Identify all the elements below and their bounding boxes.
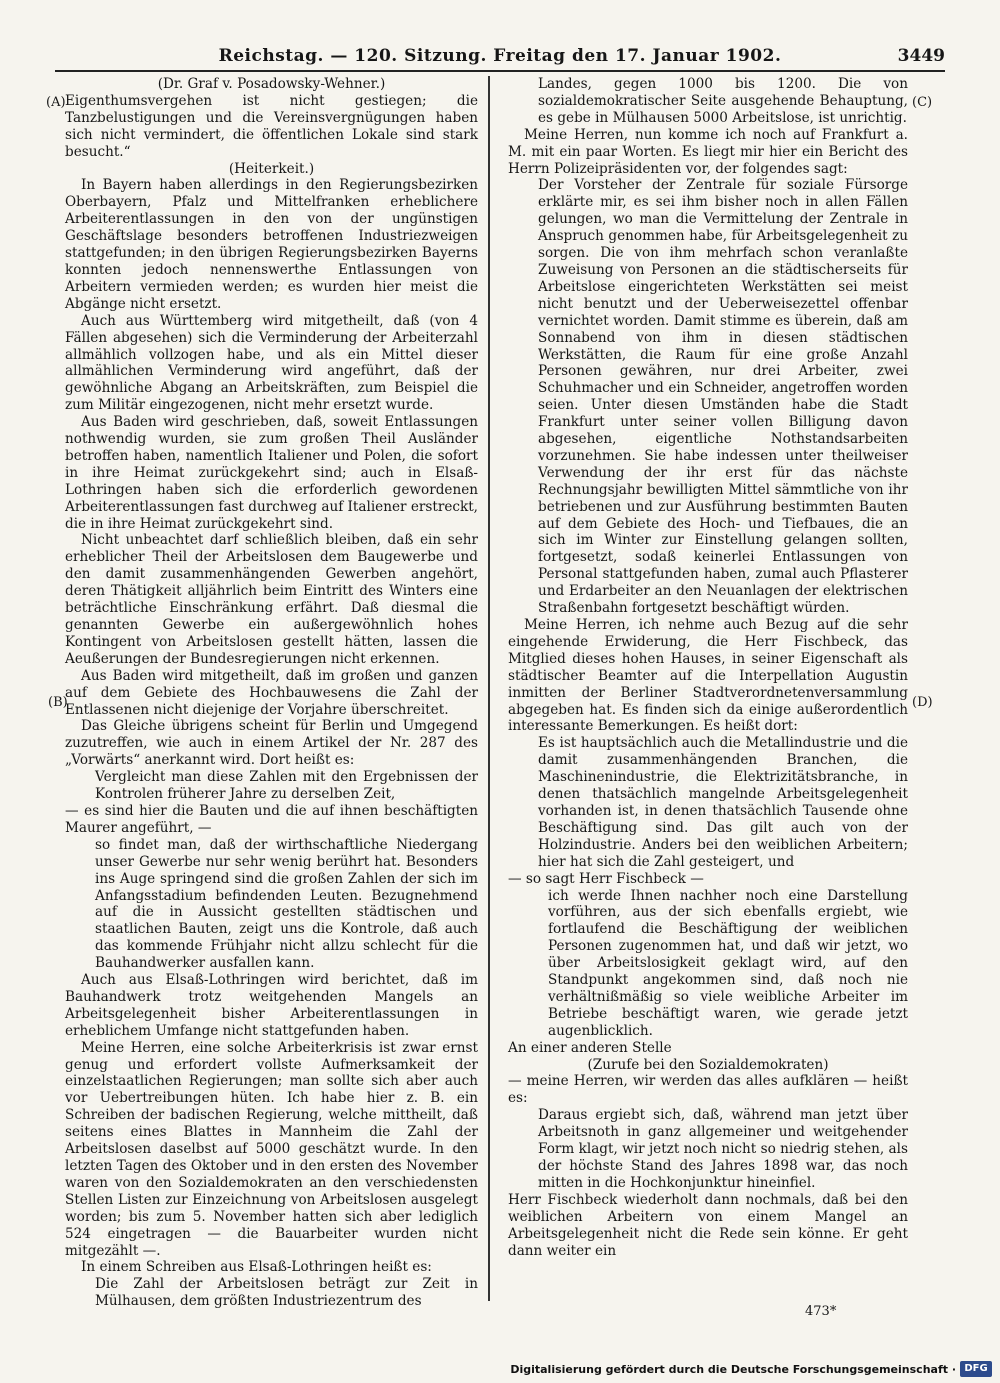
right-column — [508, 76, 908, 1259]
signature-folio: 473* — [805, 1304, 837, 1319]
margin-marker-d: (D) — [912, 695, 933, 710]
page-number: 3449 — [897, 46, 945, 66]
margin-marker-b: (B) — [48, 695, 68, 710]
footer — [0, 1360, 1000, 1383]
speaker-line: (Dr. Graf v. Posadowsky-Wehner.) — [157, 76, 386, 92]
paragraph: An einer anderen Stelle — [508, 1039, 672, 1056]
paragraph: — meine Herren, wir werden das alles aufklären — heißt es: — [508, 1073, 908, 1107]
quotation: ich werde Ihnen nachher noch eine Darstellung vorführen, aus der sich ebenfalls ergiebt, wie fortlaufend die Beschäftigung der weiblichen Personen zugenommen hat, und daß wir jetzt, wo über Arbeitslosigkeit geklagt wird, auf den Standpunkt angekommen sind, daß noch nie verhältnißmäßig so viele weibliche Arbeiter im Betriebe beschäftigt waren, wie gerade jetzt augenblicklich. — [548, 887, 908, 1039]
paragraph: Herr Fischbeck wiederholt dann nochmals, daß bei den weiblichen Arbeitern von einem Mangel an Arbeitsgelegenheit nicht die Rede sein könne. Er geht dann weiter ein — [508, 1191, 908, 1259]
quotation: Die Zahl der Arbeitslosen beträgt zur Zeit in Mülhausen, dem größten Industriezentrum des — [95, 1276, 478, 1310]
paragraph: Meine Herren, nun komme ich noch auf Frankfurt a. M. mit ein paar Worten. Es liegt mir hier ein Bericht des Herrn Polizeipräsidenten vor, der folgendes sagt: — [508, 126, 908, 177]
paragraph: Eigenthumsvergehen ist nicht gestiegen; die Tanzbelustigungen und die Vereinsvergnügungen haben sich nicht vermindert, die öffentlichen Lokale sind stark besucht.“ — [65, 92, 478, 160]
column-rule — [488, 76, 490, 1301]
margin-marker-a: (A) — [46, 95, 66, 110]
paragraph: In Bayern haben allerdings in den Regierungsbezirken Oberbayern, Pfalz und Mittelfranken erheblichere Arbeiterentlassungen in den von der ungünstigen Geschäftslage besonders betroffenen Industriezweigen stattgefunden; in den übrigen Regierungsbezirken Bayerns konnten jedoch nennenswerthe Entlassungen von Arbeitern vermieden werden; es wurden hier meist die Abgänge nicht ersetzt. — [65, 177, 478, 312]
paragraph: Das Gleiche übrigens scheint für Berlin und Umgegend zuzutreffen, wie auch in einem Artikel der Nr. 287 des „Vorwärts“ anerkannt wird. Dort heißt es: — [65, 718, 478, 769]
paragraph: Auch aus Elsaß-Lothringen wird berichtet, daß im Bauhandwerk trotz weitgehenden Mangels an Arbeitsgelegenheit bisher Arbeiterentlassungen in erheblichem Umfange nicht stattgefunden haben. — [65, 972, 478, 1039]
interjection: (Heiterkeit.) — [228, 160, 315, 177]
paragraph: Auch aus Württemberg wird mitgetheilt, daß (von 4 Fällen abgesehen) sich die Verminderung der Arbeiterzahl allmählich vollzogen habe, und als ein Mittel dieser allmählichen Verminderung wird angeführt, daß der gewöhnliche Abgang an Arbeitskräften, zum Beispiel die zum Militär eingezogenen, nicht mehr ersetzt wurde. — [65, 312, 478, 414]
quotation: Daraus ergiebt sich, daß, während man jetzt über Arbeitsnoth in ganz allgemeiner und weitgehender Form klagt, wir jetzt noch nicht so niedrig stehen, als der höchste Stand des Jahres 1898 war, das noch mitten in die Hochkonjunktur hineinfiel. — [538, 1107, 908, 1191]
dfg-logo: DFG — [960, 1361, 992, 1377]
quotation: Der Vorsteher der Zentrale für soziale Fürsorge erklärte mir, es sei ihm bisher noch in allen Fällen gelungen, wo man die Vermittelung der Zentrale in Anspruch genommen habe, für Arbeitsgelegenheit zu sorgen. Die von ihm mehrfach schon veranlaßte Zuweisung von Personen an die städtischerseits für Arbeitslose eingerichteten Werkstätten sei meist nicht benutzt und der Ueberweisezettel offenbar vernichtet worden. Damit stimme es überein, daß am Sonnabend von ihm in diesen städtischen Werkstätten, die Raum für eine große Anzahl Personen gewähren, nur drei Arbeiter, zwei Schuhmacher und ein Schneider, angetroffen worden seien. Unter diesen Umständen habe die Stadt Frankfurt unter seiner vollen Billigung davon abgesehen, eigentliche Nothstandsarbeiten vorzunehmen. Sie habe indessen unter theilweiser Verwendung der ihr erst für das nächste Rechnungsjahr bewilligten Mittel sämmtliche von ihr betriebenen und zur Ausführung bestimmten Bauten auf dem Gebiete des Hoch- und Tiefbaues, die an sich im Winter zur Einstellung gelangen sollten, fortgesetzt, sodaß keinerlei Entlassungen von Personal stattgefunden haben, zumal auch Pflasterer und Erdarbeiter an den Neuanlagen der elektrischen Straßenbahn fortgesetzt beschäftigt würden. — [538, 177, 908, 617]
running-head: Reichstag. — 120. Sitzung. Freitag den 17. Januar 1902. — [218, 46, 782, 66]
paragraph: — so sagt Herr Fischbeck — — [508, 870, 704, 887]
margin-marker-c: (C) — [912, 95, 933, 110]
quotation: so findet man, daß der wirthschaftliche Niedergang unser Gewerbe nur sehr wenig berührt hat. Besonders ins Auge springend sind die großen Zahlen der sich im Anfangsstadium befindenden Leuten. Bezugnehmend auf die in Aussicht gestellten städtischen und staatlichen Bauten, zeigt uns die Kontrole, daß auch das kommende Frühjahr nicht allzu schlecht für die Bauhandwerker ausfallen kann. — [95, 836, 478, 972]
paragraph: — es sind hier die Bauten und die auf ihnen beschäftigten Maurer angeführt, — — [65, 802, 478, 836]
quotation: Es ist hauptsächlich auch die Metallindustrie und die damit zusammenhängenden Branchen, die Maschinenindustrie, die Elektrizitätsbranche, in denen thatsächlich mangelnde Arbeitsgelegenheit vorhanden ist, in denen thatsächlich Tausende ohne Beschäftigung sind. Das gilt auch von der Holzindustrie. Anders bei den weiblichen Arbeitern; hier hat sich die Zahl gesteigert, und — [538, 735, 908, 870]
paragraph: Aus Baden wird geschrieben, daß, soweit Entlassungen nothwendig wurden, sie zum großen Theil Ausländer betroffen haben, namentlich Italiener und Polen, die sofort in ihre Heimat zurückgekehrt sind; auch in Elsaß-Lothringen haben sich die erforderlich gewordenen Arbeiterentlassungen fast durchweg auf Italiener erstreckt, die in ihre Heimat zurückgekehrt sind. — [65, 414, 479, 532]
paragraph: In einem Schreiben aus Elsaß-Lothringen heißt es: — [81, 1259, 432, 1276]
paragraph: Meine Herren, ich nehme auch Bezug auf die sehr eingehende Erwiderung, die Herr Fischbeck, das Mitglied dieses hohen Hauses, in seiner Eigenschaft als städtischer Beamter auf die Interpellation Augustin inmitten der Berliner Stadtverordnetenversammlung abgegeben hat. Es finden sich da einige außerordentlich interessante Bemerkungen. Es heißt dort: — [508, 617, 908, 735]
footer-credit: Digitalisierung gefördert durch die Deutsche Forschungsgemeinschaft · — [510, 1363, 956, 1376]
left-column — [65, 76, 478, 1310]
paragraph: Aus Baden wird mitgetheilt, daß im großen und ganzen auf dem Gebiete des Hochbauwesens die Zahl der Entlassenen nicht diejenige der Vorjahre überschreitet. — [65, 667, 478, 718]
paragraph: Meine Herren, eine solche Arbeiterkrisis ist zwar ernst genug und erfordert vollste Aufmerksamkeit der einzelstaatlichen Regierungen; man sollte sich aber auch vor Uebertreibungen hüten. Ich habe hier z. B. ein Schreiben der badischen Regierung, welche mittheilt, daß seitens eines Blattes in Mannheim die Zahl der Arbeitslosen daselbst auf 5000 geschätzt wurde. In den letzten Tagen des Oktober und in den ersten des November waren von den Sozialdemokraten an den verschiedensten Stellen Listen zur Einzeichnung von Arbeitslosen ausgelegt worden; bis zum 5. November hatten sich aber lediglich 524 eingetragen — die Bauarbeiter wurden nicht mitgezählt —. — [65, 1039, 478, 1259]
quotation: Landes, gegen 1000 bis 1200. Die von sozialdemokratischer Seite ausgehende Behauptung, es gebe in Mülhausen 5000 Arbeitslose, ist unrichtig. — [538, 76, 908, 126]
paragraph: Nicht unbeachtet darf schließlich bleiben, daß ein sehr erheblicher Theil der Arbeitslosen dem Baugewerbe und den damit zusammenhängenden Gewerben angehört, deren Thätigkeit alljährlich beim Eintritt des Winters eine beträchtliche Einschränkung erfährt. Daß diesmal die genannten Gewerbe ein außergewöhnlich hohes Kontingent von Arbeitslosen gestellt hätten, lassen die Aeußerungen der Bundesregierungen nicht erkennen. — [65, 532, 478, 667]
interjection: (Zurufe bei den Sozialdemokraten) — [587, 1056, 829, 1073]
page-header — [55, 44, 945, 72]
quotation: Vergleicht man diese Zahlen mit den Ergebnissen der Kontrolen früherer Jahre zu derselben Zeit, — [95, 769, 478, 803]
